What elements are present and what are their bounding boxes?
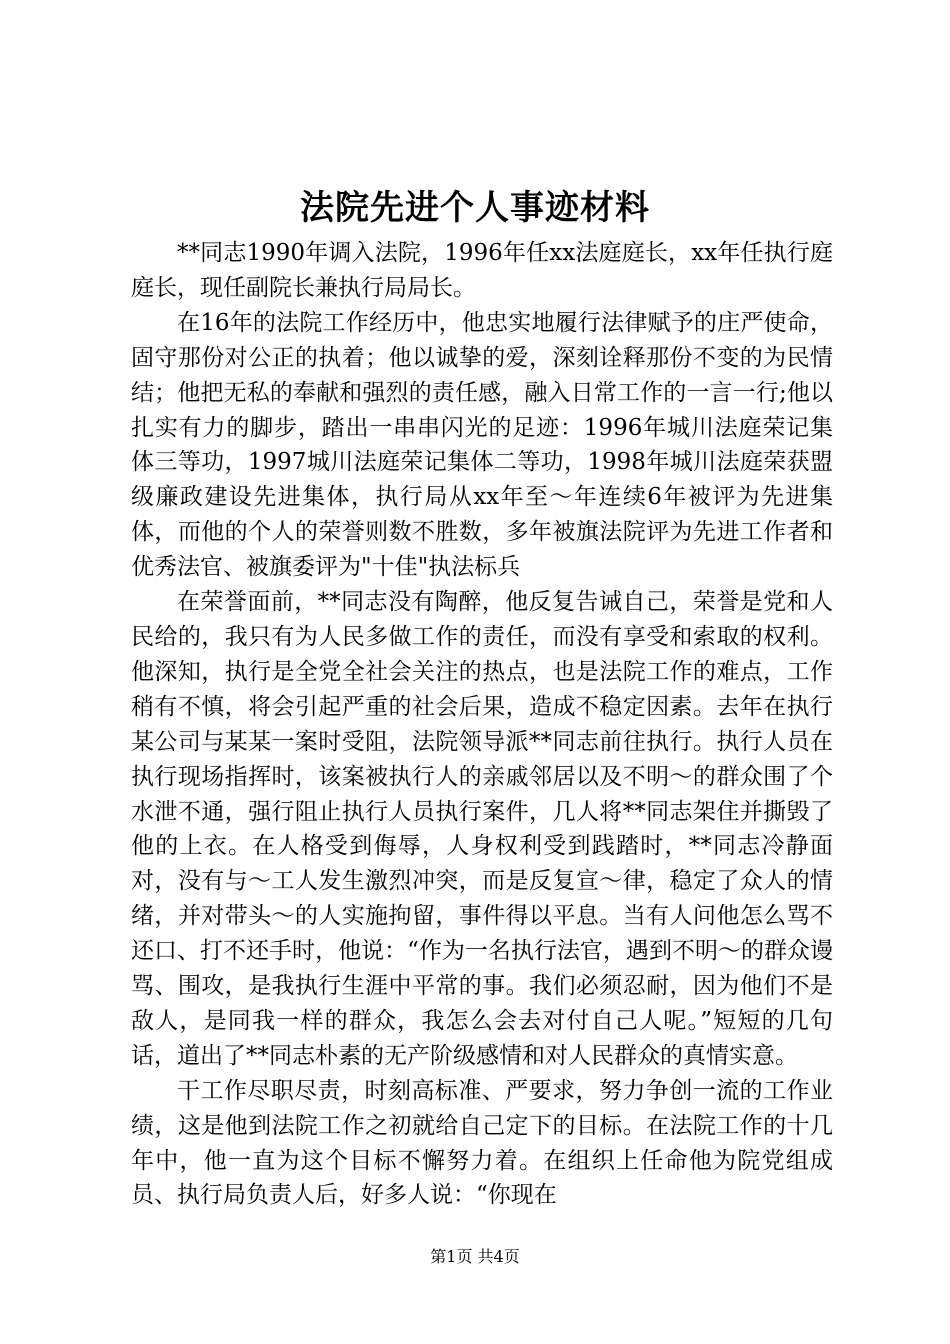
paragraph-1: **同志1990年调入法院，1996年任xx法庭庭长，xx年任执行庭庭长，现任副院长兼执行局局长。: [131, 240, 833, 301]
page-footer: 第1页 共4页: [430, 1247, 520, 1266]
document-body: [131, 236, 833, 1213]
paragraph-3: 在荣誉面前，**同志没有陶醉，他反复告诫自己，荣誉是党和人民给的，我只有为人民多做工作的责任，而没有享受和索取的权利。他深知，执行是全党全社会关注的热点，也是法院工作的难点，工作稍有不慎，将会引起严重的社会后果，造成不稳定因素。去年在执行某公司与某某一案时受阻，法院领导派**同志前往执行。执行人员在执行现场指挥时，该案被执行人的亲戚邻居以及不明～的群众围了个水泄不通，强行阻止执行人员执行案件，几人将**同志架住并撕毁了他的上衣。在人格受到侮辱，人身权利受到践踏时，**同志冷静面对，没有与～工人发生激烈冲突，而是反复宣～律，稳定了众人的情绪，并对带头～的人实施拘留，事件得以平息。当有人问他怎么骂不还口、打不还手时，他说：“作为一名执行法官，遇到不明～的群众谩骂、围攻，是我执行生涯中平常的事。我们必须忍耐，因为他们不是敌人，是同我一样的群众，我怎么会去对付自己人呢。”短短的几句话，道出了**同志朴素的无产阶级感情和对人民群众的真情实意。: [131, 589, 833, 1069]
paragraph-2: 在16年的法院工作经历中，他忠实地履行法律赋予的庄严使命，固守那份对公正的执着；他以诚挚的爱，深刻诠释那份不变的为民情结；他把无私的奉献和强烈的责任感，融入日常工作的一言一行;他以扎实有力的脚步，踏出一串串闪光的足迹：1996年城川法庭荣记集体三等功，1997城川法庭荣记集体二等功，1998年城川法庭荣获盟级廉政建设先进集体，执行局从xx年至～年连续6年被评为先进集体，而他的个人的荣誉则数不胜数，多年被旗法院评为先进工作者和优秀法官、被旗委评为"十佳"执法标兵: [131, 309, 833, 581]
document-title: 法院先进个人事迹材料: [300, 188, 650, 228]
paragraph-4: 干工作尽职尽责，时刻高标准、严要求，努力争创一流的工作业绩，这是他到法院工作之初就给自己定下的目标。在法院工作的十几年中，他一直为这个目标不懈努力着。在组织上任命他为院党组成员、执行局负责人后，好多人说：“你现在: [131, 1077, 833, 1209]
